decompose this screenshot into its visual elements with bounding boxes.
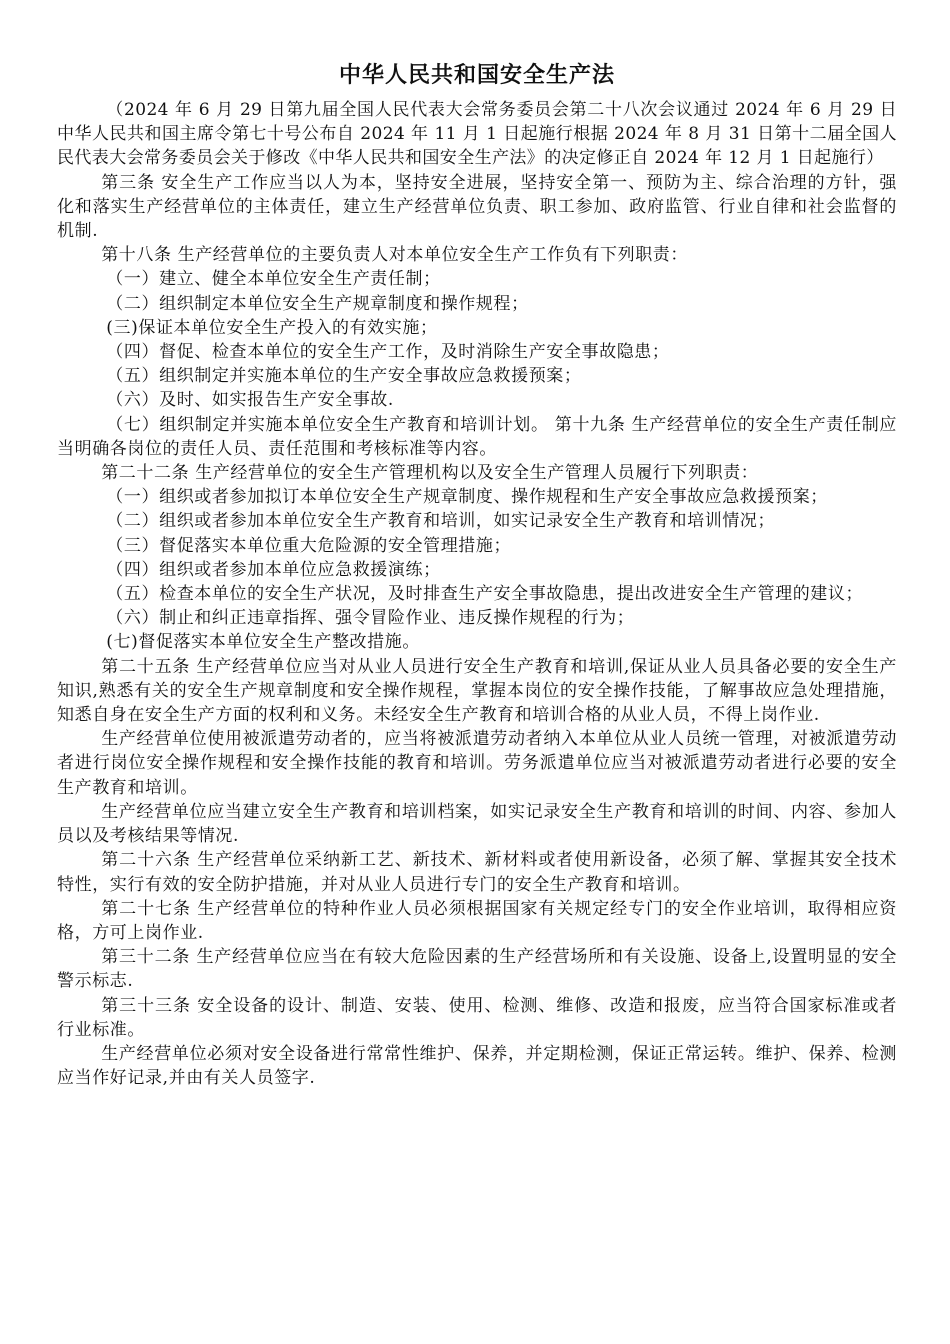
article-18-heading: 第十八条 生产经营单位的主要负责人对本单位安全生产工作负有下列职责： [101, 245, 688, 266]
article-22-item-5: （五）检查本单位的安全生产状况，及时排查生产安全事故隐患，提出改进安全生产管理的建议； [106, 584, 864, 605]
article-25-paragraph-2: 生产经营单位使用被派遣劳动者的，应当将被派遣劳动者纳入本单位从业人员统一管理，对被派遣劳动者进行岗位安全操作规程和安全操作技能的教育和培训。劳务派遣单位应当对被派遣劳动者进行必要的安全生产教育和培训。 [57, 729, 897, 798]
document-page [57, 58, 897, 1090]
article-18-item-4: （四）督促、检查本单位的安全生产工作，及时消除生产安全事故隐患； [106, 342, 670, 363]
article-26: 第二十六条 生产经营单位采纳新工艺、新技术、新材料或者使用新设备，必须了解、掌握其安全技术特性，实行有效的安全防护措施，并对从业人员进行专门的安全生产教育和培训。 [57, 850, 897, 895]
article-18-item-2: （二）组织制定本单位安全生产规章制度和操作规程； [106, 293, 529, 314]
article-22-item-4: （四）组织或者参加本单位应急救援演练； [106, 559, 441, 580]
article-33-paragraph-2: 生产经营单位必须对安全设备进行常常性维护、保养，并定期检测，保证正常运转。维护、保养、检测应当作好记录,并由有关人员签字. [57, 1043, 897, 1089]
article-18-item-7-and-article-19: （七）组织制定并实施本单位安全生产教育和培训计划。 第十九条 生产经营单位的安全生产责任制应当明确各岗位的责任人员、责任范围和考核标准等内容。 [57, 414, 897, 459]
article-22-item-7: (七)督促落实本单位安全生产整改措施。 [106, 632, 420, 653]
document-title: 中华人民共和国安全生产法 [338, 62, 615, 88]
article-25-paragraph-3: 生产经营单位应当建立安全生产教育和培训档案，如实记录安全生产教育和培训的时间、内容、参加人员以及考核结果等情况. [57, 801, 897, 847]
article-18-item-1: （一）建立、健全本单位安全生产责任制； [106, 269, 441, 290]
article-22-item-1: （一）组织或者参加拟订本单位安全生产规章制度、操作规程和生产安全事故应急救援预案； [106, 487, 828, 508]
article-27: 第二十七条 生产经营单位的特种作业人员必须根据国家有关规定经专门的安全作业培训，取得相应资格，方可上岗作业. [57, 898, 897, 943]
article-18-item-3: (三)保证本单位安全生产投入的有效实施； [106, 317, 438, 338]
article-18-item-5: （五）组织制定并实施本单位的生产安全事故应急救援预案； [106, 366, 582, 387]
law-preamble: （2024 年 6 月 29 日第九届全国人民代表大会常务委员会第二十八次会议通过 2024 年 6 月 29 日中华人民共和国主席令第七十号公布自 2024 年 11 月 1 日起施行根据 2024 年 8 月 31 日第十二届全国人民代表大会常务委员会关于修改《中华人民共和国安全生产法》的决定修正自 2024 年 12 月 1 日起施行） [57, 100, 897, 169]
article-22-heading: 第二十二条 生产经营单位的安全生产管理机构以及安全生产管理人员履行下列职责： [101, 463, 759, 484]
article-18-item-6: （六）及时、如实报告生产安全事故. [106, 390, 394, 411]
article-3: 第三条 安全生产工作应当以人为本，坚持安全进展，坚持安全第一、预防为主、综合治理的方针，强化和落实生产经营单位的主体责任，建立生产经营单位负责、职工参加、政府监管、行业自律和社会监督的机制. [57, 172, 897, 242]
article-32: 第三十二条 生产经营单位应当在有较大危险因素的生产经营场所和有关设施、设备上,设置明显的安全警示标志. [57, 947, 897, 992]
article-22-item-6: （六）制止和纠正违章指挥、强令冒险作业、违反操作规程的行为； [106, 608, 635, 629]
article-25: 第二十五条 生产经营单位应当对从业人员进行安全生产教育和培训,保证从业人员具备必要的安全生产知识,熟悉有关的安全生产规章制度和安全操作规程，掌握本岗位的安全操作技能，了解事故应急处理措施，知悉自身在安全生产方面的权利和义务。未经安全生产教育和培训合格的从业人员，不得上岗作业. [57, 656, 897, 726]
article-33: 第三十三条 安全设备的设计、制造、安装、使用、检测、维修、改造和报废，应当符合国家标准或者行业标准。 [57, 995, 897, 1040]
article-22-item-2: （二）组织或者参加本单位安全生产教育和培训，如实记录安全生产教育和培训情况； [106, 511, 776, 532]
article-22-item-3: （三）督促落实本单位重大危险源的安全管理措施； [106, 535, 512, 556]
